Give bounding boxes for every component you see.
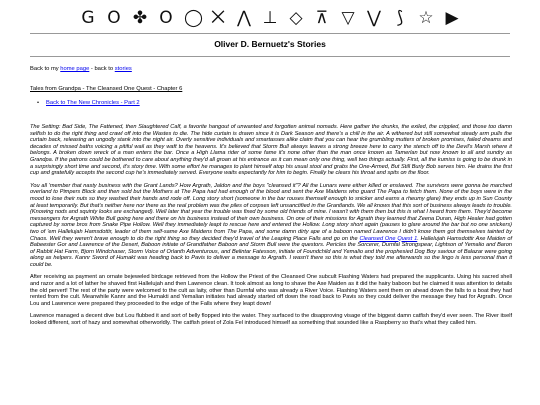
story-paragraph-setting: The Setting: Bad Side, The Fattened, then Slaughtered Calf, a favorite hangout of unwanted and forgotten animal nomads. Here gather the drunks, the exiled, the crippled, and those too damn selfish to do the right thing and crawl off into the Wastes to die. The hide curtain is drawn since it is Dark Season and there's a chill in the air. A withered but still somewhat steady arm pulls the curtain back, releasing an ungodly stank into the night air. Overly sensitive individuals and smartasses alike claim that you can hear the grumbling mutters of broken promises, failed dreams and decades of missed baths voicing a pitiful wail as they waft to the heavens. It's believed that Storm Bull always leaves a strong breeze here to carry the stench off to the Devil's Marsh where it belongs. A broken down wreck of a man enters the bar. Once a High Llama rider of some fame it's none other than the man once known as Tamerlan but now known to all and sundry as Grandpa. If the patrons could be bothered to care about anything they'd all groan at his entrance as it can mean only one thing, well two things actually. First, all the kumiss is going to be drunk in a surprisingly short time and second, it's story time. With some effort he manages to plant himself atop his usual stool and grabs the One-Armed, But Still Burly Bob serves him. He drains the first cup and gratefully accepts the second cup he's immediately served. Everyone waits expectantly for him to begin. Finally he clears his throat and spits on the floor. xyxy=(30,124,512,177)
story-paragraph-preparation: After receiving as payment an ornate bejeweled birdcage retrieved from the Hollow the Priest of the Cleansed One subcult Flashing Waters had prepared the supplicants. Using his sacred shell and razor and a lot of lather he shaved first Hallelujah and then Lawrence clean. It took almost as long to shave the Axe Maiden as it did the hairy baboon but he claimed it was attention to details the old pervert! The rest of the party were welcomed to the cult as laity, other than Durnfal who was already a River Voice. Flashing Waters sent them on ahead down the falls to a boat they had rented from the cult. Meanwhile Kannr and the Humakti and Yemalian initiates had already started off down the road back to Pavis so they could deliver the message they had for Argrath. Once Lou and Lawrence were prepared they proceeded to the edge of the Falls where they leapt down! xyxy=(30,274,512,307)
home-page-link[interactable]: home page xyxy=(60,66,90,72)
header-top-rule xyxy=(30,33,510,34)
back-list-item xyxy=(46,100,140,107)
banner-glyph-icon: ⊼ xyxy=(315,7,329,28)
banner-glyph-icon: ⟆ xyxy=(396,7,404,28)
banner-glyph-icon: ⨉ xyxy=(211,7,225,28)
breadcrumb xyxy=(30,66,132,73)
story-title[interactable]: Tales from Grandpa - The Cleansed One Quest - Chapter 6 xyxy=(30,86,183,92)
stories-link[interactable]: stories xyxy=(114,66,132,72)
banner-glyph-icon: ⋁ xyxy=(367,7,381,28)
story-paragraph-grant-lands: You all 'member that nasty business with the Grant Lands? How Argrath, Jaldon and the boys "cleansed it"? All the Lunars were either killed or enslaved. The survivors were gonna be marched overland to Pimpers Block and then sold but the Mothers at The Papa had had enough of the blood and sent the Axe Maidens who guard The Papa to fetch them. None of the boys were in the mood to lose their nuts so they washed their hands and rode off. Long story short (someone in the bar rouses themself enough to snicker and earns a rheumy glare) they ends up in Sun County at least temporarily. But that's neither here nor there as the real problem was the piles of corpses left unsanctified in the Grantlands. We all knows that this sort of business always leads to trouble. (Knowing nods and squinty looks are exchanged). Well later that year the trouble was fixed by some old friends of mine. I wasn't with them then but this is what I heard from them. They'd become messengers for Argrath White Bull going here and there on his business instead of their own business. On one of their missions for Agrath they learned that Zeena Duran, High Healer had gotten captured by some bros from Snake Pipe Hollow. Well they immediately leapt to rescue here and entered the Hollow. Long story short again (pauses to glare around the bar but no one snickers) two of 'em Hallelujah Hamsdottir, leader of them self-same Axe Maidens from The Papa, and some damn dirty ape of a baboon named Lawrence I didn't know them got themselves tainted by Chaos. Well they weren't brave enough to do the right thing so they decided they'd travel of the Leaping Place Falls and go on the Cleansed One Quest 1. Hallelujah Hamsdottir Axe Maiden of Babeester Gor and Lawrence of the Desert, Baboon initiate of Grandfather Baboon and Storm Bull were the questors. Pericles the Sorcerer, Durnfal Strongspear, Lightson of Yemalio and Baron of Rabbit Hat Farm, Bjorn Windchaser, Storm Voice of Orlanth Adventurous, and Belintar Fatesson, initiate of Foundchild and Yemalio and the prophesied Dog Boy saviour of Balazar were going along as helpers. Kannr Sword of Humakt was heading back to Pavis to deliver a message to Argrath. I wasn't there so this is what they told me afterwards so the lingo is less personal than it could be. xyxy=(30,182,512,268)
banner-glyph-icon: ◇ xyxy=(289,7,303,28)
story-body xyxy=(30,124,512,333)
glyph-banner xyxy=(0,4,540,32)
banner-glyph-icon: ◯ xyxy=(184,7,204,28)
banner-glyph-icon: ⋀ xyxy=(237,7,251,28)
banner-glyph-icon: ▽ xyxy=(341,7,355,28)
banner-glyph-icon: ▶ xyxy=(445,7,459,28)
site-title: Oliver D. Bernuetz's Stories xyxy=(214,39,326,49)
banner-glyph-icon: ⊥ xyxy=(262,7,278,28)
back-to-new-chronicles-link[interactable]: Back to The New Chronicles - Part 2 xyxy=(46,100,140,106)
banner-glyph-icon: ✤ xyxy=(132,7,148,28)
breadcrumb-separator: - back to xyxy=(89,66,115,72)
header-bottom-rule xyxy=(30,56,510,57)
breadcrumb-prefix: Back to my xyxy=(30,66,61,72)
banner-glyph-icon: G xyxy=(81,7,95,28)
banner-glyph-icon: O xyxy=(107,7,121,28)
banner-glyph-icon: ☆ xyxy=(418,7,434,28)
cleansed-one-quest-link[interactable]: Cleansed One Quest 1 xyxy=(359,235,418,242)
story-paragraph-dive: Lawrence managed a decent dive but Lou flubbed it and sort of belly flopped into the water. They surfaced to the disapproving visage of the biggest damn catfish they'd ever seen. The River itself looked different, sort of hazy and somewhat otherworldly. The catfish priest of Zola Fel introduced himself as something that sounded like a Raspberry so that's what they called him. xyxy=(30,313,512,327)
banner-glyph-icon: O xyxy=(159,7,173,28)
